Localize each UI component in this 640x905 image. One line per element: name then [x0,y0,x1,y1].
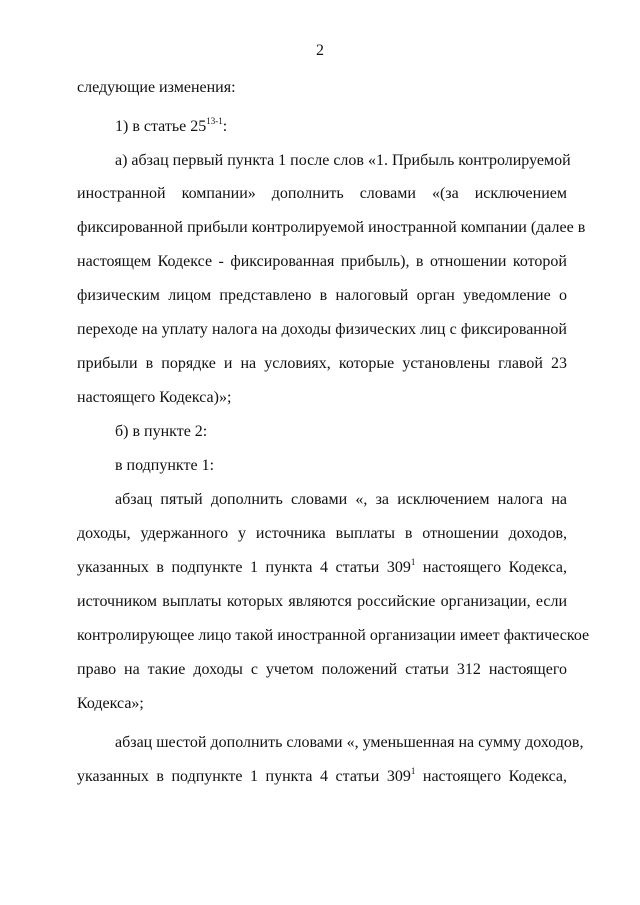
text-line: доходы, удержанного у источника выплаты в отношении доходов, [77,525,567,542]
text-line: физическим лицом представлено в налоговый орган уведомление о [77,287,567,304]
text-line: переходе на уплату налога на доходы физических лиц с фиксированной [77,321,567,338]
text-line: прибыли в порядке и на условиях, которые установлены главой 23 [77,355,567,372]
text-line: б) в пункте 2: [115,423,208,440]
text-line: иностранной компании» дополнить словами «(за исключением [77,185,567,202]
text-line: право на такие доходы с учетом положений статьи 312 настоящего [77,661,567,678]
text-line: абзац пятый дополнить словами «, за исключением налога на [115,491,567,508]
superscript: 13-1 [206,116,223,126]
text-fragment: 1) в статье 25 [115,118,207,135]
text-fragment: настоящего Кодекса, [415,768,568,785]
text-line: настоящего Кодекса)»; [77,389,232,406]
text-line: настоящем Кодексе - фиксированная прибыль), в отношении которой [77,253,567,270]
text-line: Кодекса»; [77,695,144,712]
text-line: а) абзац первый пункта 1 после слов «1. Прибыль контролируемой [115,152,571,169]
text-line: следующие изменения: [77,79,236,96]
text-line: контролирующее лицо такой иностранной организации имеет фактическое [77,627,590,644]
text-line: в подпункте 1: [115,457,215,474]
text-line [77,767,567,787]
text-line [115,117,567,137]
text-line: источником выплаты которых являются российские организации, если [77,593,567,610]
text-fragment: настоящего Кодекса, [415,559,568,576]
text-line: абзац шестой дополнить словами «, уменьшенная на сумму доходов, [115,734,584,751]
text-fragment: указанных в подпункте 1 пункта 4 статьи 309 [77,559,411,576]
text-fragment: указанных в подпункте 1 пункта 4 статьи 309 [77,768,411,785]
text-line [77,558,567,578]
superscript: 1 [410,766,416,776]
text-fragment: : [222,118,228,135]
superscript: 1 [410,557,416,567]
page-number: 2 [316,42,324,59]
text-line: фиксированной прибыли контролируемой иностранной компании (далее в [77,219,586,236]
